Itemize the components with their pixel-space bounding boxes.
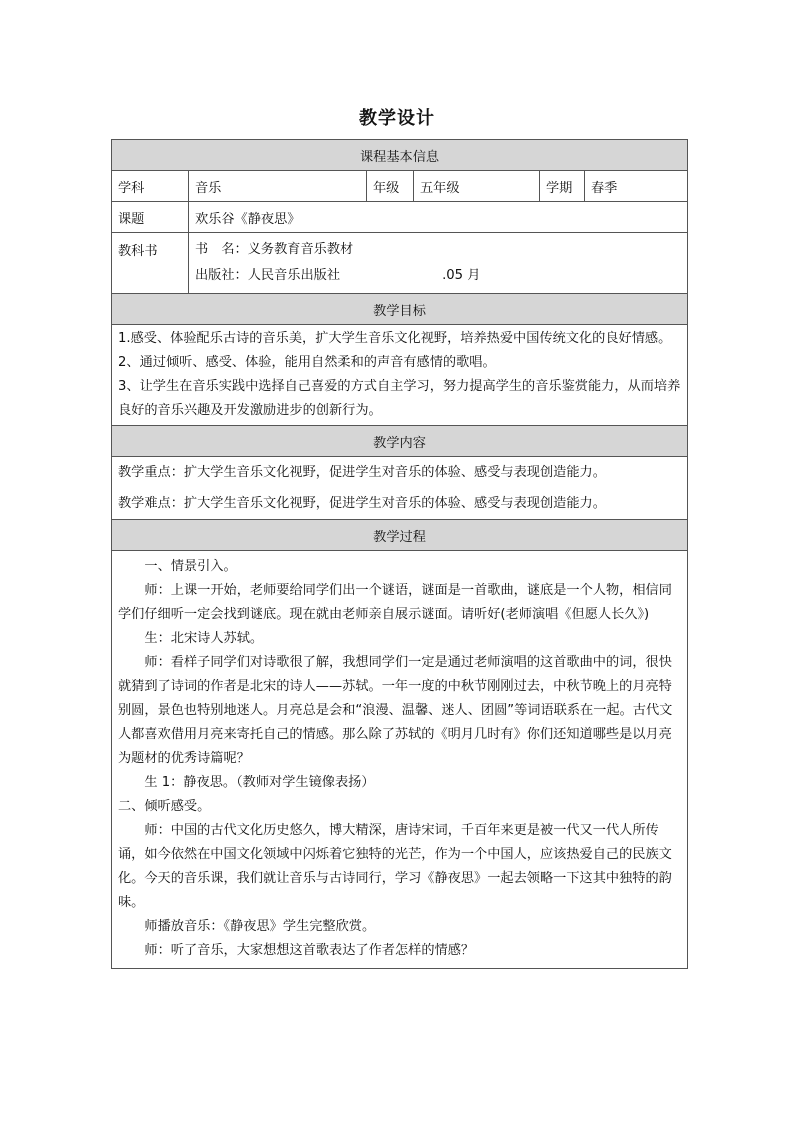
grade-label: 年级 — [367, 171, 414, 202]
lesson-plan-table-wrapper — [111, 139, 687, 969]
publisher-line — [195, 263, 681, 289]
goals-cell — [112, 325, 688, 426]
lesson-plan-table — [111, 139, 688, 969]
process-paragraph: 师：看样子同学们对诗歌很了解，我想同学们一定是通过老师演唱的这首歌曲中的词，很快就猜到了诗词的作者是北宋的诗人——苏轼。一年一度的中秋节刚刚过去，中秋节晚上的月亮特别圆，景色也特别地迷人。月亮总是会和“浪漫、温馨、迷人、团圆”等词语联系在一起。古代文人都喜欢借用月亮来寄托自己的情感。那么除了苏轼的《明月几时有》你们还知道哪些是以月亮为题材的优秀诗篇呢？ — [118, 655, 673, 766]
subject-label: 学科 — [112, 171, 189, 202]
section-header-process: 教学过程 — [112, 520, 688, 551]
goal-item: 2、通过倾听、感受、体验，能用自然柔和的声音有感情的歌唱。 — [118, 355, 496, 370]
process-paragraph: 师：听了音乐，大家想想这首歌表达了作者怎样的情感？ — [144, 943, 475, 958]
goal-item: 3、让学生在音乐实践中选择自己喜爱的方式自主学习，努力提高学生的音乐鉴赏能力，从而培养良好的音乐兴趣及开发激励进步的创新行为。 — [118, 379, 681, 418]
key-point: 教学重点：扩大学生音乐文化视野，促进学生对音乐的体验、感受与表现创造能力。 — [118, 465, 606, 480]
content-cell — [112, 457, 688, 520]
section-header-basic-info: 课程基本信息 — [112, 140, 688, 171]
textbook-label: 教科书 — [112, 233, 189, 294]
process-paragraph: 师：中国的古代文化历史悠久，博大精深，唐诗宋词，千百年来更是被一代又一代人所传诵，如今依然在中国文化领域中闪烁着它独特的光芒，作为一个中国人，应该热爱自己的民族文化。今天的音乐课，我们就让音乐与古诗同行，学习《静夜思》一起去领略一下这其中独特的韵味。 — [118, 823, 672, 910]
process-paragraph: 师播放音乐：《静夜思》学生完整欣赏。 — [144, 919, 376, 934]
publisher-name: 出版社：人民音乐出版社 — [195, 268, 341, 283]
goal-item: 1.感受、体验配乐古诗的音乐美，扩大学生音乐文化视野，培养热爱中国传统文化的良好情感。 — [118, 331, 672, 346]
textbook-info — [189, 233, 688, 294]
subject-value: 音乐 — [189, 171, 367, 202]
difficulty-point: 教学难点：扩大学生音乐文化视野，促进学生对音乐的体验、感受与表现创造能力。 — [118, 496, 606, 511]
process-paragraph: 师：上课一开始，老师要给同学们出一个谜语，谜面是一首歌曲，谜底是一个人物，相信同学们仔细听一定会找到谜底。现在就由老师亲自展示谜面。请听好(老师演唱《但愿人长久》) — [118, 583, 672, 622]
term-label: 学期 — [540, 171, 585, 202]
process-paragraph: 生：北宋诗人苏轼。 — [144, 631, 264, 646]
section-header-goals: 教学目标 — [112, 294, 688, 325]
term-value: 春季 — [585, 171, 688, 202]
process-paragraph: 生 1：静夜思。（教师对学生镜像表扬） — [144, 775, 375, 790]
topic-label: 课题 — [112, 202, 189, 233]
grade-value: 五年级 — [414, 171, 540, 202]
process-cell — [112, 551, 688, 969]
document-title: 教学设计 — [359, 108, 435, 129]
section-header-content: 教学内容 — [112, 426, 688, 457]
publish-month: .05 月 — [442, 268, 481, 283]
textbook-name: 书 名：义务教育音乐教材 — [195, 242, 354, 257]
process-heading: 二、倾听感受。 — [118, 799, 211, 814]
topic-value: 欢乐谷《静夜思》 — [189, 202, 688, 233]
process-heading: 一、情景引入。 — [144, 559, 237, 574]
